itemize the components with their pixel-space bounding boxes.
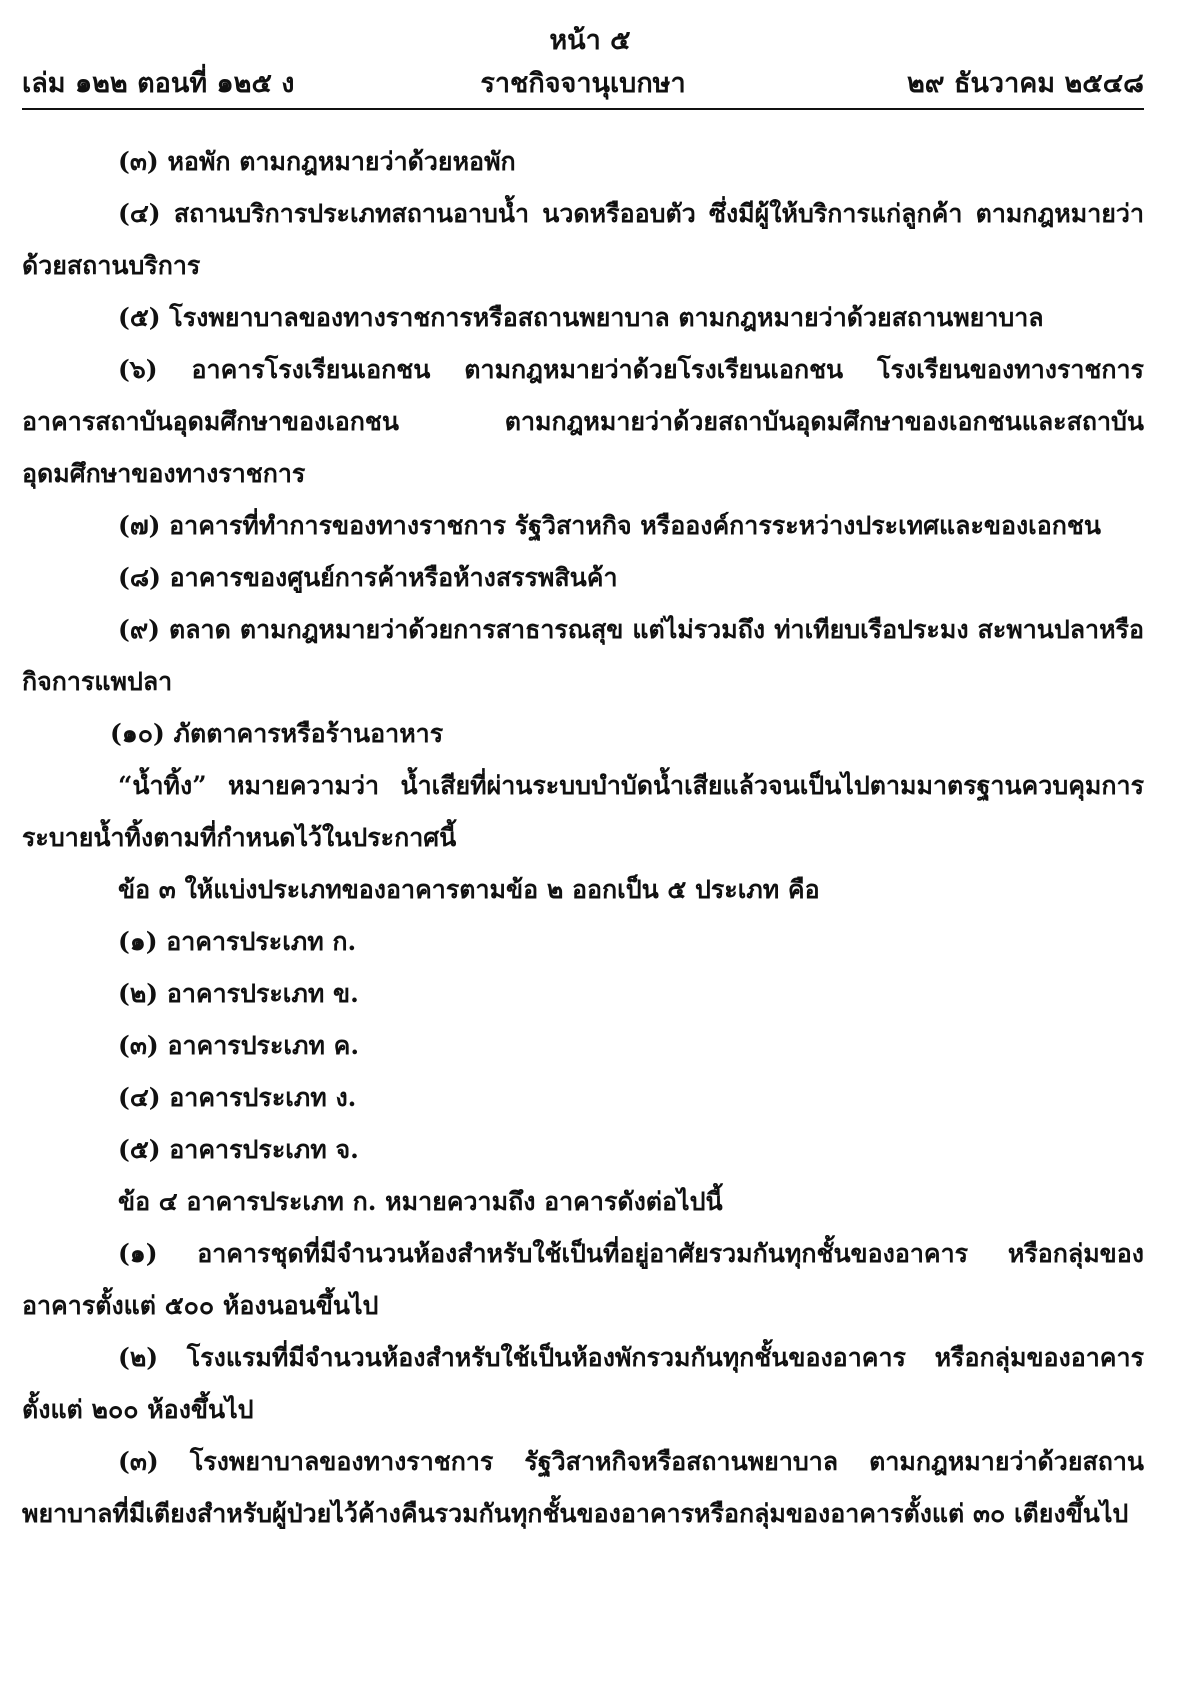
paragraph-clause-4: ข้อ ๔ อาคารประเภท ก. หมายความถึง อาคารดังต่อไปนี้ [118,1187,723,1216]
volume-issue: เล่ม ๑๒๒ ตอนที่ ๑๒๕ ง [22,68,295,99]
paragraph-item-10-restaurant: (๑๐) ภัตตาคารหรือร้านอาหาร [110,719,444,748]
paragraph-definition-effluent: “น้ำทิ้ง” หมายความว่า น้ำเสียที่ผ่านระบบบำบัดน้ำเสียแล้วจนเป็นไปตามมาตรฐานควบคุมการระบายน้ำทิ้งตามที่กำหนดไว้ในประกาศนี้ [22,771,1144,852]
paragraph-item-7-office: (๗) อาคารที่ทำการของทางราชการ รัฐวิสาหกิจ หรือองค์การระหว่างประเทศและของเอกชน [118,511,1101,540]
paragraph-item-4-service-place: (๔) สถานบริการประเภทสถานอาบน้ำ นวดหรืออบตัว ซึ่งมีผู้ให้บริการแก่ลูกค้า ตามกฎหมายว่าด้วยสถานบริการ [22,199,1144,280]
paragraph-type-e: (๕) อาคารประเภท จ. [118,1135,359,1164]
paragraph-item-6-school: (๖) อาคารโรงเรียนเอกชน ตามกฎหมายว่าด้วยโรงเรียนเอกชน โรงเรียนของทางราชการ อาคารสถาบันอุดมศึกษาของเอกชน ตามกฎหมายว่าด้วยสถาบันอุดมศึกษาของเอกชนและสถาบันอุดมศึกษาของทางราชการ [22,355,1144,488]
paragraph-type-c: (๓) อาคารประเภท ค. [118,1031,360,1060]
paragraph-item-9-market: (๙) ตลาด ตามกฎหมายว่าด้วยการสาธารณสุข แต่ไม่รวมถึง ท่าเทียบเรือประมง สะพานปลาหรือกิจการแพปลา [22,615,1144,696]
paragraph-type-d: (๔) อาคารประเภท ง. [118,1083,357,1112]
paragraph-clause-3: ข้อ ๓ ให้แบ่งประเภทของอาคารตามข้อ ๒ ออกเป็น ๕ ประเภท คือ [118,875,820,904]
page-number: หน้า ๕ [549,25,631,56]
paragraph-type-b: (๒) อาคารประเภท ข. [118,979,359,1008]
gazette-header [22,66,1144,102]
header-divider [22,108,1144,110]
paragraph-clause-4-item-1: (๑) อาคารชุดที่มีจำนวนห้องสำหรับใช้เป็นที่อยู่อาศัยรวมกันทุกชั้นของอาคาร หรือกลุ่มของอาคารตั้งแต่ ๕๐๐ ห้องนอนขึ้นไป [22,1239,1144,1320]
paragraph-item-5-hospital: (๕) โรงพยาบาลของทางราชการหรือสถานพยาบาล ตามกฎหมายว่าด้วยสถานพยาบาล [118,303,1044,332]
paragraph-item-8-shopping-center: (๘) อาคารของศูนย์การค้าหรือห้างสรรพสินค้า [118,563,618,592]
document-body [22,136,1144,1540]
publication-date: ๒๙ ธันวาคม ๒๕๔๘ [907,68,1144,99]
paragraph-type-a: (๑) อาคารประเภท ก. [118,927,357,956]
paragraph-item-3-dormitory: (๓) หอพัก ตามกฎหมายว่าด้วยหอพัก [118,147,516,176]
paragraph-clause-4-item-3: (๓) โรงพยาบาลของทางราชการ รัฐวิสาหกิจหรือสถานพยาบาล ตามกฎหมายว่าด้วยสถานพยาบาลที่มีเตียงสำหรับผู้ป่วยไว้ค้างคืนรวมกันทุกชั้นของอาคารหรือกลุ่มของอาคารตั้งแต่ ๓๐ เตียงขึ้นไป [22,1447,1144,1528]
publication-title: ราชกิจจานุเบกษา [480,68,686,99]
paragraph-clause-4-item-2: (๒) โรงแรมที่มีจำนวนห้องสำหรับใช้เป็นห้องพักรวมกันทุกชั้นของอาคาร หรือกลุ่มของอาคารตั้งแต่ ๒๐๐ ห้องขึ้นไป [22,1343,1144,1424]
